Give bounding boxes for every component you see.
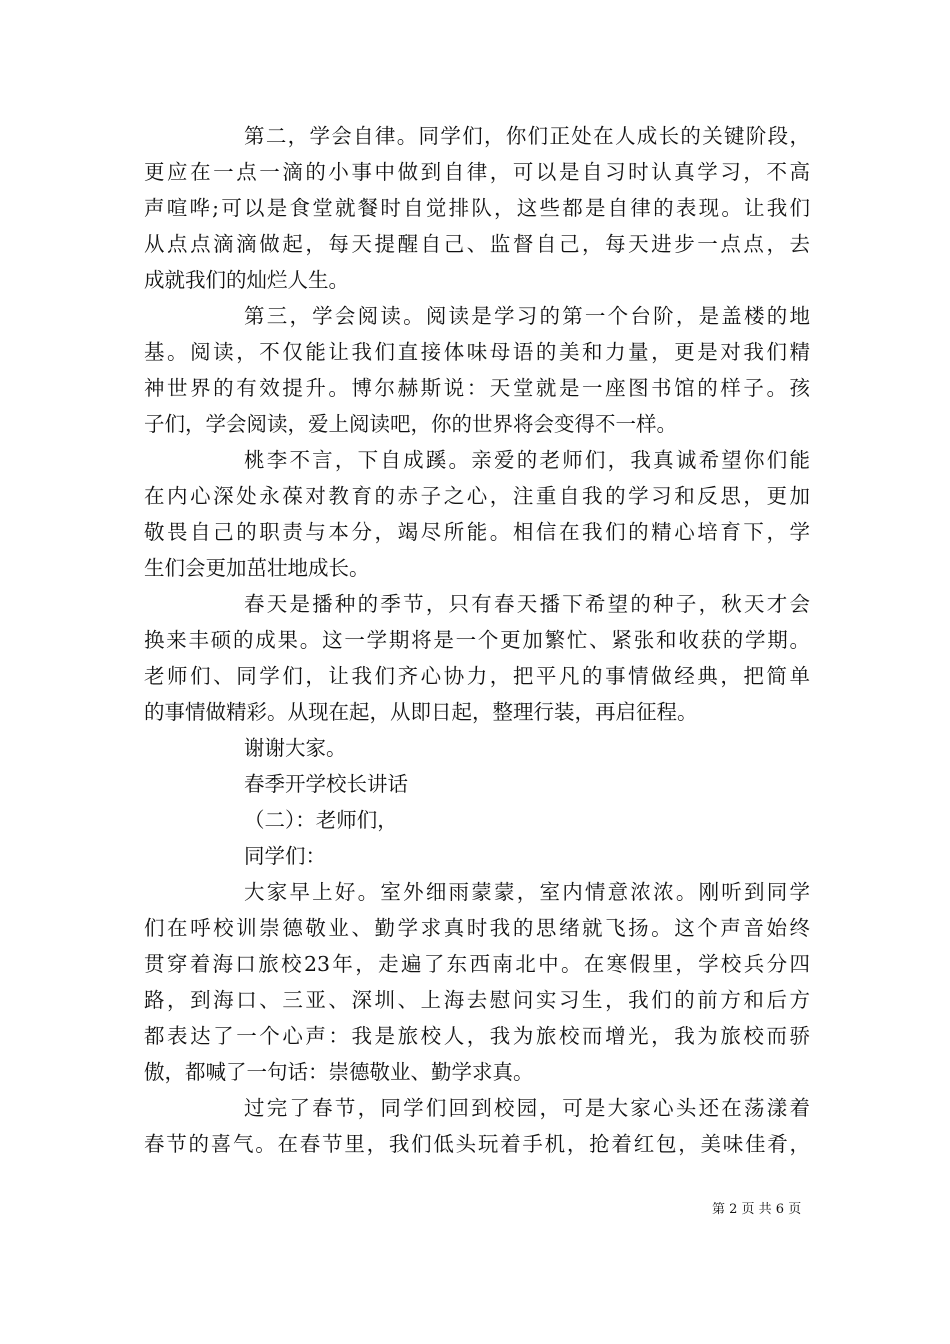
text-line: 成就我们的灿烂人生。	[144, 268, 349, 292]
paragraph	[144, 838, 810, 874]
paragraph	[144, 802, 810, 838]
text-line: 都表达了一个心声：我是旅校人，我为旅校而增光，我为旅校而骄	[144, 1024, 810, 1048]
paragraph	[144, 118, 810, 298]
text-line: 春季开学校长讲话	[244, 772, 408, 796]
text-line: （二）：老师们，	[244, 808, 398, 832]
text-line: 贯穿着海口旅校23年，走遍了东西南北中。在寒假里，学校兵分四	[144, 952, 810, 976]
text-line: 神世界的有效提升。博尔赫斯说：天堂就是一座图书馆的样子。孩	[144, 376, 810, 400]
text-line: 从点点滴滴做起，每天提醒自己、监督自己，每天进步一点点，去	[144, 232, 810, 256]
text-line: 子们，学会阅读，爱上阅读吧，你的世界将会变得不一样。	[144, 412, 677, 436]
paragraph	[144, 442, 810, 586]
text-line: 第三，学会阅读。阅读是学习的第一个台阶，是盖楼的地	[244, 304, 810, 328]
text-line: 第二，学会自律。同学们，你们正处在人成长的关键阶段，	[244, 124, 810, 148]
text-line: 路，到海口、三亚、深圳、上海去慰问实习生，我们的前方和后方	[144, 988, 810, 1012]
text-line: 敬畏自己的职责与本分，竭尽所能。相信在我们的精心培育下，学	[144, 520, 810, 544]
text-line: 春天是播种的季节，只有春天播下希望的种子，秋天才会	[244, 592, 810, 616]
text-line: 同学们：	[244, 844, 326, 868]
text-line: 换来丰硕的成果。这一学期将是一个更加繁忙、紧张和收获的学期。	[144, 628, 810, 652]
text-line: 更应在一点一滴的小事中做到自律，可以是自习时认真学习，不高	[144, 160, 810, 184]
text-line: 谢谢大家。	[244, 736, 347, 760]
text-line: 基。阅读，不仅能让我们直接体味母语的美和力量，更是对我们精	[144, 340, 810, 364]
section-title	[144, 766, 810, 802]
text-line: 大家早上好。室外细雨蒙蒙，室内情意浓浓。刚听到同学	[244, 880, 810, 904]
text-line: 春节的喜气。在春节里，我们低头玩着手机，抢着红包，美味佳肴，	[144, 1132, 810, 1156]
text-line: 傲，都喊了一句话：崇德敬业、勤学求真。	[144, 1060, 534, 1084]
text-line: 声喧哗;可以是食堂就餐时自觉排队，这些都是自律的表现。让我们	[144, 196, 810, 220]
text-line: 在内心深处永葆对教育的赤子之心，注重自我的学习和反思，更加	[144, 484, 810, 508]
text-line: 们在呼校训崇德敬业、勤学求真时我的思绪就飞扬。这个声音始终	[144, 916, 810, 940]
paragraph	[144, 730, 810, 766]
text-line: 桃李不言，下自成蹊。亲爱的老师们，我真诚希望你们能	[244, 448, 810, 472]
document-body	[144, 118, 810, 1162]
paragraph	[144, 298, 810, 442]
text-line: 的事情做精彩。从现在起，从即日起，整理行装，再启征程。	[144, 700, 698, 724]
paragraph	[144, 874, 810, 1090]
page-number-footer: 第 2 页 共 6 页	[712, 1202, 802, 1217]
paragraph	[144, 1090, 810, 1162]
text-line: 过完了春节，同学们回到校园，可是大家心头还在荡漾着	[244, 1096, 810, 1120]
paragraph	[144, 586, 810, 730]
text-line: 老师们、同学们，让我们齐心协力，把平凡的事情做经典，把简单	[144, 664, 810, 688]
text-line: 生们会更加茁壮地成长。	[144, 556, 370, 580]
